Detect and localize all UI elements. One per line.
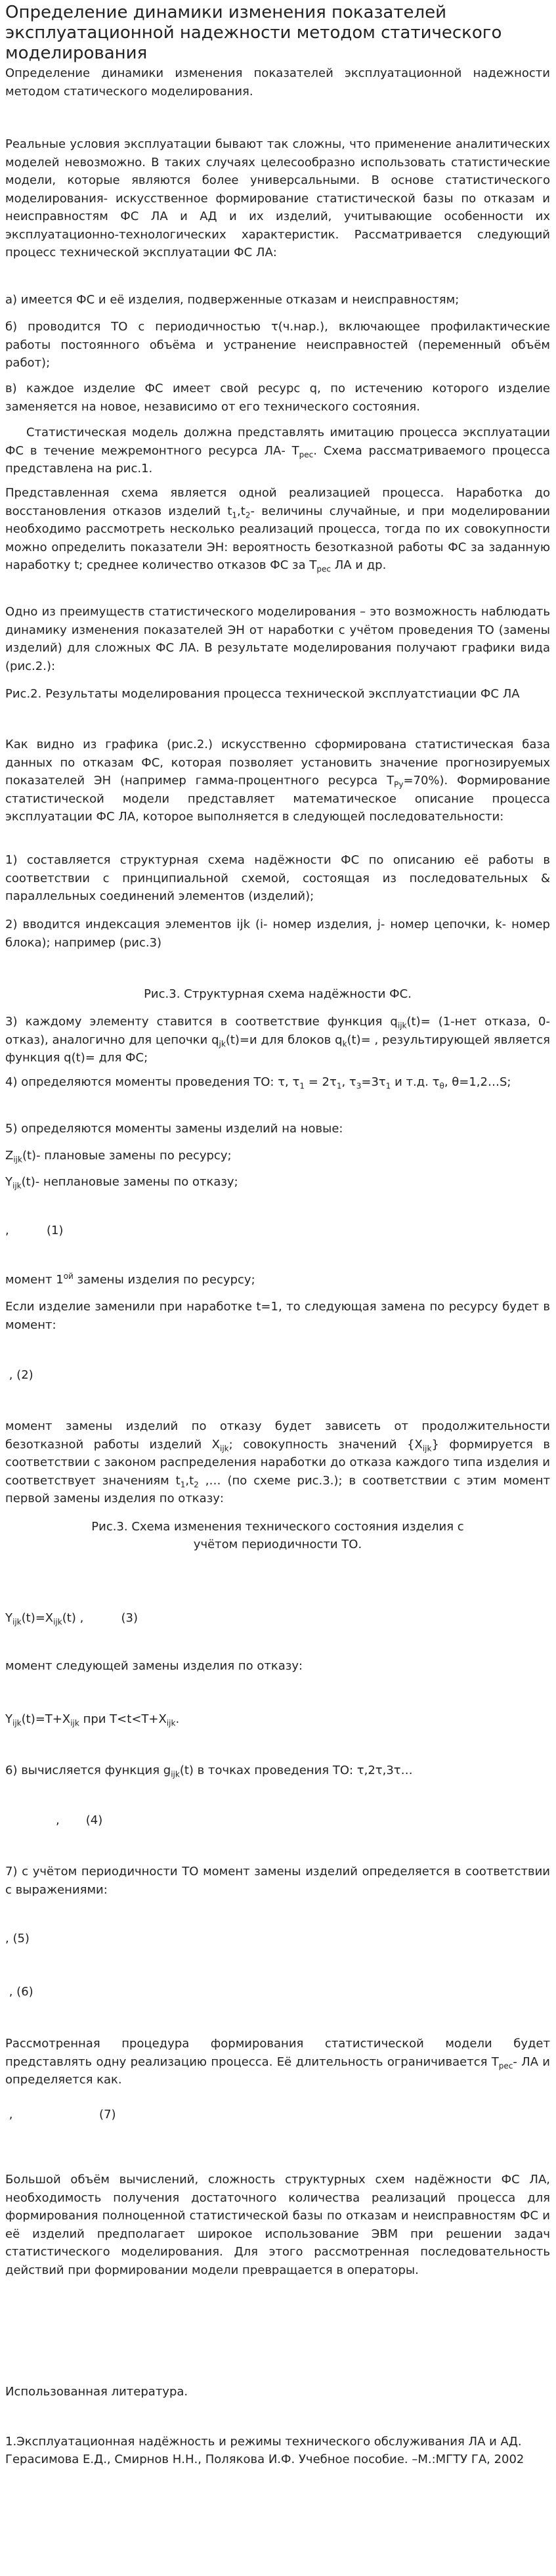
figure-3-caption: Рис.3. Структурная схема надёжности ФС. [144,987,412,1001]
imitation-paragraph: Статистическая модель должна представлять имитацию процесса эксплуатации ФС в течение межремонтного ресурса ЛА- $Т_{рес}$. Схема рассматриваемого процесса представлена на рис.1. [5,426,550,476]
step-3: 3) каждому элементу ставится в соответствие функция $q_{ijk}(t)= (1-нет$ отказа, 0-отказ), аналогично для цепочки $q_{jk}(t)=и$ для блоков $q_k(t)=$ , результирующей является функция q(t)= для ФС; [5,1015,550,1065]
step-7: 7) с учётом периодичности ТО момент замены изделий определяется в соответствии с выражениями: [5,1865,550,1897]
step-2: 2) вводится индексация элементов ijk (i- номер изделия, j- номер цепочки, k- номер блока); например (рис.3) [5,918,550,950]
realization-paragraph: Представленная схема является одной реализацией процесса. Наработка до восстановления отказов изделий $t_1,t_2-$ величины случайные, и при моделировании необходимо рассмотреть несколько реализаций процесса, тогда по их совокупности можно определить показатели ЭН: вероятность безотказной работы ФС за заданную наработку t; среднее количество отказов ФС за $Т_{рес}$ ЛА и др. [5,486,550,574]
next-replacement-equation: $Y_{ijk}(t)=T+X_{ijk}$ при $T<t<T+X_{ijk}$. [5,1712,180,1728]
computation-paragraph: Большой объём вычислений, сложность структурных схем надёжности ФС ЛА, необходимость получения достаточного количества реализаций процесса для формирования полноценной статистической базы по отказам и неисправностям ФС и её изделий предполагает широкое использование ЭВМ при решении задач статистического моделирования. Для этого рассмотренная последовательность действий при формировании модели превращается в операторы. [5,2173,550,2277]
procedure-paragraph: Рассмотренная процедура формирования статистической модели будет представлять одну реализацию процесса. Её длительность ограничивается $Т_{рес}-$ ЛА и определяется как. [5,2037,550,2087]
literature-heading: Использованная литература. [5,2385,188,2399]
unscheduled-replacements: $Y_{ijk}(t)-$ неплановые замены по отказу; [5,1175,238,1191]
equation-3: $Y_{ijk}(t)=X_{ijk}(t)$ , (3) [5,1611,139,1627]
step-5: 5) определяются моменты замены изделий на новые: [5,1122,343,1136]
step-6: 6) вычисляется функция $g_{ijk}(t)$ в точках проведения ТО: τ,2τ,3τ… [5,1764,413,1779]
list-item-b: б) проводится ТО с периодичностью τ(ч.нар.), включающее профилактические работы постоянного объёма и устранение неисправностей (переменный объём работ); [5,320,550,370]
next-replacement-text: момент следующей замены изделия по отказу: [5,1659,303,1673]
step-4: 4) определяются моменты проведения ТО: τ, $\tau_1 = 2\tau_1$, $\tau_3=3\tau_1$ и т.д. $\tau_\theta$, θ=1,2…S; [5,1075,511,1091]
if-replaced-paragraph: Если изделие заменили при наработке t=1, то следующая замена по ресурсу будет в момент: [5,1300,550,1332]
list-item-a: а) имеется ФС и её изделия, подверженные отказам и неисправностям; [5,293,460,307]
list-item-v: в) каждое изделие ФС имеет свой ресурс q, по истечению которого изделие заменяется на новое, независимо от его технического состояния. [5,382,550,414]
step-1: 1) составляется структурная схема надёжности ФС по описанию её работы в соответствии с принципиальной схемой, состоящая из последовательных & параллельных соединений элементов (изделий); [5,853,550,903]
graph-paragraph: Как видно из графика (рис.2.) искусственно сформирована статистическая база данных по отказам ФС, которая позволяет установить значение прогнозируемых показателей ЭН (например гамма-процентного ресурса $Т_{Ру}=70\%$). Формирование статистической модели представляет математическое описание процесса эксплуатации ФС ЛА, которое выполняется в следующей последовательности: [5,738,550,824]
figure-3b-caption: Рис.3. Схема изменения технического состояния изделия с учётом периодичности ТО. [91,1520,464,1551]
equation-5: , (5) [5,1932,30,1945]
scheduled-replacements: $Z_{ijk}(t)-$ плановые замены по ресурсу; [5,1149,232,1165]
failure-replacement-paragraph: момент замены изделий по отказу будет зависеть от продолжительности безотказной работы изделий $X_{ijk}$; совокупность значений $\{X_{ijk}\}$ формируется в соответствии с законом распределения наработки до отказа каждого типа изделия и соответствует значениям $t_1,t_2$ ,… (по схеме рис.3.); в соответствии с этим момент первой замены изделия по отказу: [5,1419,550,1505]
figure-2-caption: Рис.2. Результаты моделирования процесса технической эксплуатстиации ФС ЛА [5,687,520,701]
equation-1: , (1) [5,1224,64,1237]
reference-1: 1.Эксплуатационная надёжность и режимы технического обслуживания ЛА и АД. Герасимова Е.Д., Смирнов Н.Н., Полякова И.Ф. Учебное пособие. –М.:МГТУ ГА, 2002 [5,2435,524,2466]
intro-paragraph: Реальные условия эксплуатации бывают так сложны, что применение аналитических моделей невозможно. В таких случаях целесообразно использовать статистические модели, которые являются более универсальными. В основе статистического моделирования- искусственное формирование статистической базы по отказам и неисправностям ФС ЛА и АД и их изделий, учитывающие особенности их эксплуатационно-технологических характеристик. Рассматривается следующий процесс технической эксплуатации ФС ЛА: [5,137,550,259]
page-subtitle: Определение динамики изменения показателей эксплуатационной надежности методом статического моделирования. [5,66,550,99]
equation-6: , (6) [5,1985,33,1999]
advantage-paragraph: Одно из преимуществ статистического моделирования – это возможность наблюдать динамику изменения показателей ЭН от наработки с учётом проведения ТО (замены изделий) для сложных ФС ЛА. В результате моделирования получают графики вида (рис.2.): [5,605,550,673]
first-replacement-text: момент $1^{ой}$ замены изделия по ресурсу; [5,1272,255,1287]
page-title: Определение динамики изменения показателей эксплуатационной надежности методом статического моделирования [5,3,502,63]
equation-7: , (7) [5,2108,116,2121]
equation-4: , (4) [56,1813,103,1827]
equation-2: , (2) [5,1368,33,1382]
